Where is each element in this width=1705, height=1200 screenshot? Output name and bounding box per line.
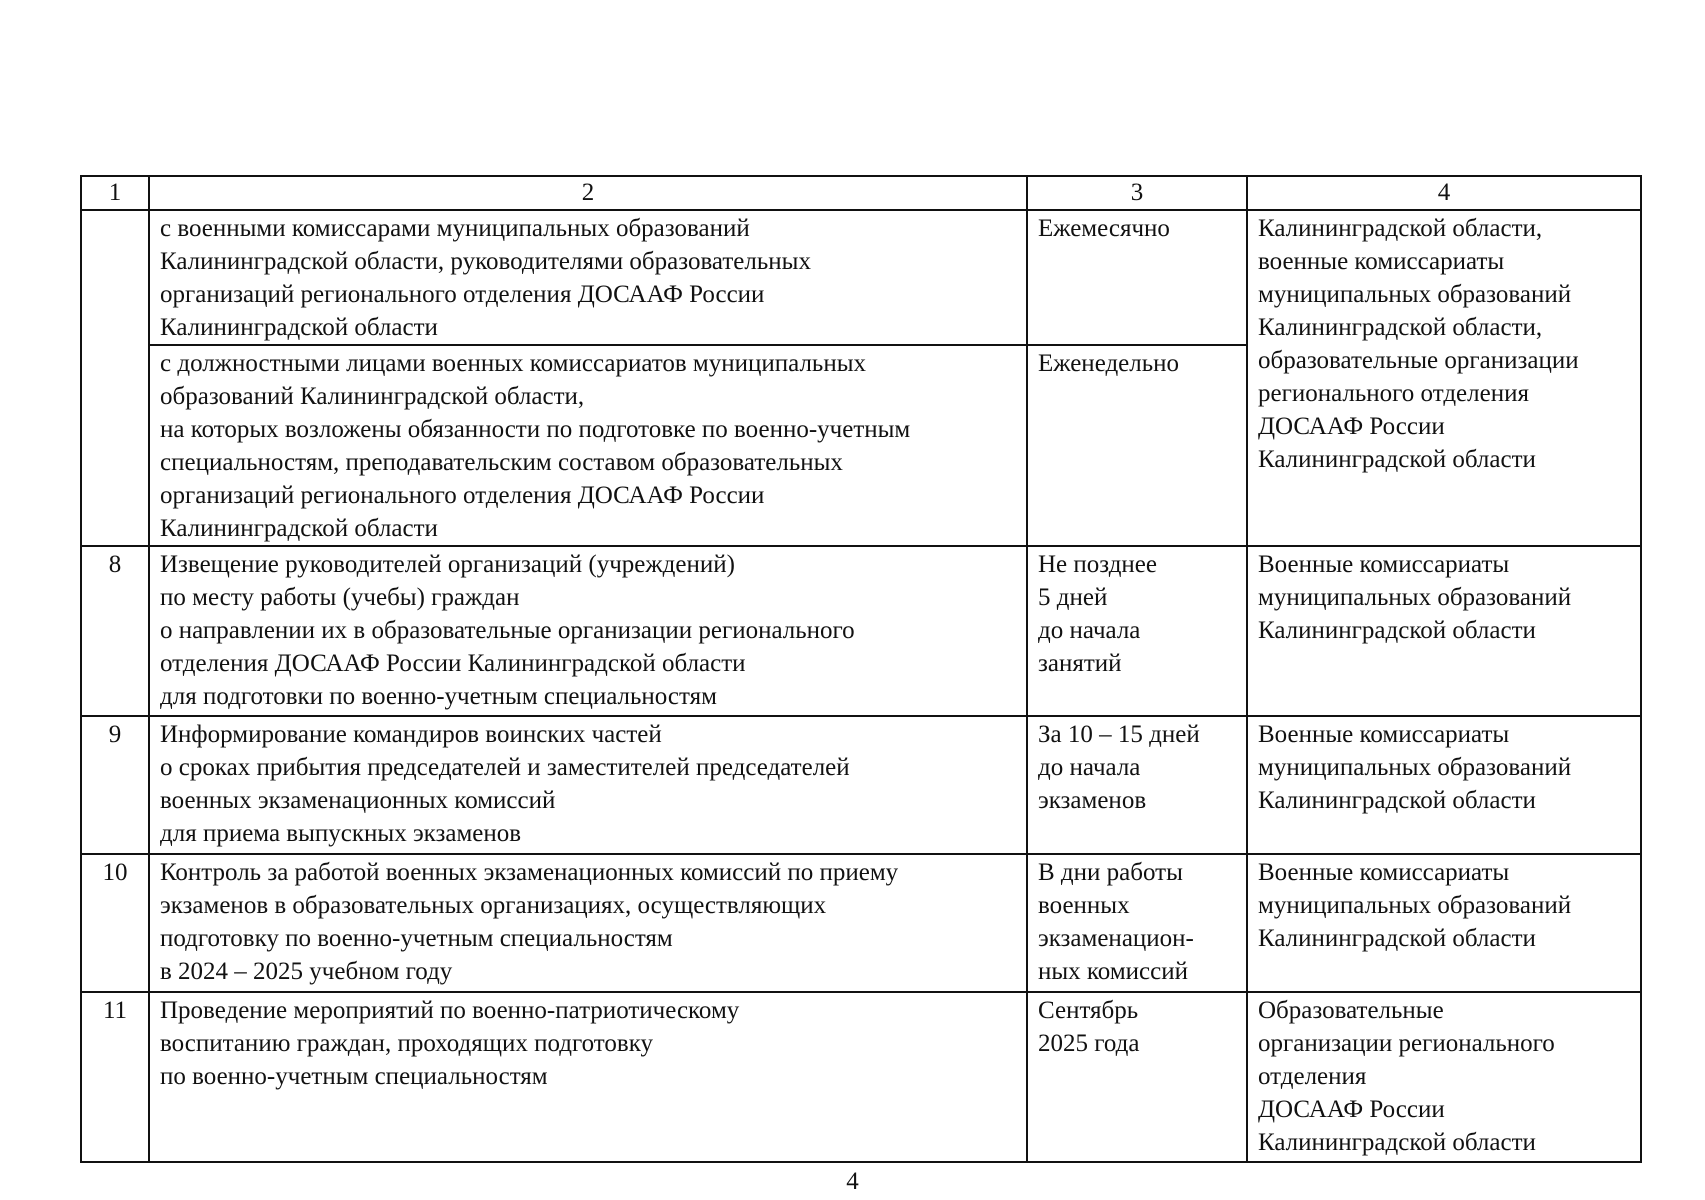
row-action xyxy=(149,345,1027,546)
text-line: ных комиссий xyxy=(1038,958,1188,985)
text-line: о направлении их в образовательные организации регионального xyxy=(160,617,855,644)
table-row xyxy=(81,992,1641,1162)
text-line: отделения ДОСААФ России Калининградской области xyxy=(160,650,746,677)
text-line: военные комиссариаты xyxy=(1258,248,1505,275)
row-number: 9 xyxy=(81,716,149,854)
text-line: Калининградской области xyxy=(1258,446,1536,473)
text-line: Калининградской области xyxy=(160,314,438,341)
text-line: регионального отделения xyxy=(1258,380,1529,407)
row-deadline xyxy=(1027,345,1247,546)
text-line: Военные комиссариаты xyxy=(1258,721,1510,748)
text-line: подготовку по военно-учетным специальностям xyxy=(160,925,673,952)
page-number: 4 xyxy=(846,1168,859,1195)
text-line: военных xyxy=(1038,892,1130,919)
text-line: Извещение руководителей организаций (учреждений) xyxy=(160,551,735,578)
text-line: воспитанию граждан, проходящих подготовку xyxy=(160,1030,653,1057)
row-deadline xyxy=(1027,854,1247,992)
header-col-action: 2 xyxy=(149,176,1027,210)
text-line: Калининградской области, xyxy=(1258,314,1543,341)
text-line: по военно-учетным специальностям xyxy=(160,1063,548,1090)
text-line: для подготовки по военно-учетным специальностям xyxy=(160,683,717,710)
row-deadline xyxy=(1027,716,1247,854)
text-line: специальностям, преподавательским составом образовательных xyxy=(160,449,843,476)
text-line: Сентябрь xyxy=(1038,997,1139,1024)
text-line: на которых возложены обязанности по подготовке по военно-учетным xyxy=(160,416,911,443)
row-responsible xyxy=(1247,210,1641,546)
text-line: Проведение мероприятий по военно-патриотическому xyxy=(160,997,740,1024)
text-line: отделения xyxy=(1258,1063,1367,1090)
row-deadline xyxy=(1027,210,1247,345)
row-action xyxy=(149,854,1027,992)
text-line: для приема выпускных экзаменов xyxy=(160,820,522,847)
text-line: Калининградской области xyxy=(1258,925,1536,952)
row-responsible xyxy=(1247,546,1641,716)
row-deadline xyxy=(1027,546,1247,716)
row-number: 11 xyxy=(81,992,149,1162)
row-responsible xyxy=(1247,716,1641,854)
row-number xyxy=(81,210,149,546)
text-line: занятий xyxy=(1038,650,1122,677)
text-line: Калининградской области, руководителями образовательных xyxy=(160,248,811,275)
text-line: экзаменацион- xyxy=(1038,925,1194,952)
row-deadline xyxy=(1027,992,1247,1162)
text-line: Военные комиссариаты xyxy=(1258,859,1510,886)
text-line: ДОСААФ России xyxy=(1258,1096,1445,1123)
text-line: ДОСААФ России xyxy=(1258,413,1445,440)
schedule-table xyxy=(80,175,1642,1163)
table-row xyxy=(81,546,1641,716)
text-line: 5 дней xyxy=(1038,584,1108,611)
table-row xyxy=(81,854,1641,992)
text-line: За 10 – 15 дней xyxy=(1038,721,1200,748)
text-line: В дни работы xyxy=(1038,859,1183,886)
text-line: о сроках прибытия председателей и заместителей председателей xyxy=(160,754,850,781)
header-col-responsible: 4 xyxy=(1247,176,1641,210)
text-line: муниципальных образований xyxy=(1258,584,1572,611)
table-row xyxy=(81,716,1641,854)
text-line: Не позднее xyxy=(1038,551,1157,578)
text-line: 2025 года xyxy=(1038,1030,1140,1057)
text-line: Калининградской области, xyxy=(1258,215,1543,242)
text-line: экзаменов в образовательных организациях, осуществляющих xyxy=(160,892,827,919)
text-line: с военными комиссарами муниципальных образований xyxy=(160,215,750,242)
text-line: образовательные организации xyxy=(1258,347,1579,374)
text-line: Еженедельно xyxy=(1038,350,1180,377)
text-line: организаций регионального отделения ДОСААФ России xyxy=(160,281,765,308)
text-line: муниципальных образований xyxy=(1258,754,1572,781)
row-responsible xyxy=(1247,992,1641,1162)
row-responsible xyxy=(1247,854,1641,992)
header-row xyxy=(81,176,1641,210)
row-number: 8 xyxy=(81,546,149,716)
row-action xyxy=(149,992,1027,1162)
text-line: до начала xyxy=(1038,617,1141,644)
table-row xyxy=(81,210,1641,345)
text-line: военных экзаменационных комиссий xyxy=(160,787,556,814)
text-line: Контроль за работой военных экзаменационных комиссий по приему xyxy=(160,859,899,886)
text-line: экзаменов xyxy=(1038,787,1147,814)
text-line: образований Калининградской области, xyxy=(160,383,585,410)
header-col-deadline: 3 xyxy=(1027,176,1247,210)
text-line: с должностными лицами военных комиссариатов муниципальных xyxy=(160,350,867,377)
text-line: Калининградской области xyxy=(160,515,438,542)
text-line: организации регионального xyxy=(1258,1030,1555,1057)
text-line: в 2024 – 2025 учебном году xyxy=(160,958,453,985)
text-line: Калининградской области xyxy=(1258,617,1536,644)
row-action xyxy=(149,210,1027,345)
text-line: по месту работы (учебы) граждан xyxy=(160,584,520,611)
text-line: Калининградской области xyxy=(1258,787,1536,814)
row-action xyxy=(149,546,1027,716)
row-number: 10 xyxy=(81,854,149,992)
row-action xyxy=(149,716,1027,854)
text-line: Образовательные xyxy=(1258,997,1444,1024)
text-line: Ежемесячно xyxy=(1038,215,1170,242)
text-line: Военные комиссариаты xyxy=(1258,551,1510,578)
text-line: Информирование командиров воинских частей xyxy=(160,721,662,748)
text-line: муниципальных образований xyxy=(1258,281,1572,308)
text-line: муниципальных образований xyxy=(1258,892,1572,919)
header-col-number: 1 xyxy=(81,176,149,210)
text-line: до начала xyxy=(1038,754,1141,781)
text-line: Калининградской области xyxy=(1258,1129,1536,1156)
text-line: организаций регионального отделения ДОСААФ России xyxy=(160,482,765,509)
